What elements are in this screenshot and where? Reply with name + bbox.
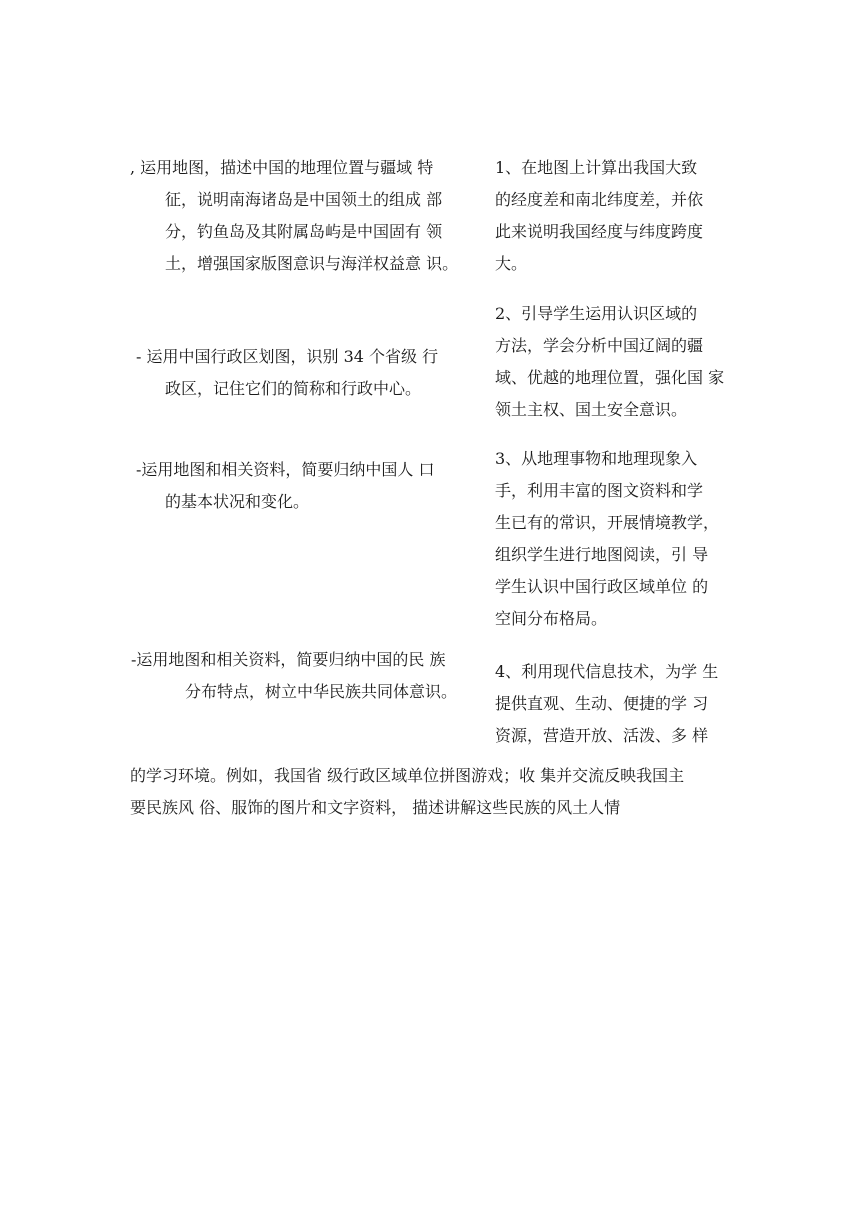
text-line: - 运用中国行政区划图，识别 34 个省级 行 (136, 347, 439, 366)
text-line: 方法，学会分析中国辽阔的疆 (495, 336, 704, 355)
text-line: 土，增强国家版图意识与海洋权益意 识。 (165, 254, 459, 273)
text-line: 4、利用现代信息技术，为学 生 (495, 662, 719, 681)
text-line: 征，说明南海诸岛是中国领土的组成 部 (165, 190, 443, 209)
text-line: 大。 (495, 254, 528, 273)
text-line: 空间分布格局。 (495, 609, 608, 628)
text-line: 学生认识中国行政区域单位 的 (495, 577, 709, 596)
text-line: 要民族风 俗、服饰的图片和文字资料， 描述讲解这些民族的风土人情 (130, 798, 621, 817)
text-line: 分，钓鱼岛及其附属岛屿是中国固有 领 (165, 222, 443, 241)
text-line: 此来说明我国经度与纬度跨度 (495, 222, 704, 241)
text-line: -运用地图和相关资料，简要归纳中国人 口 (136, 460, 435, 479)
text-line: 1、在地图上计算出我国大致 (495, 158, 698, 177)
text-line: 2、引导学生运用认识区域的 (495, 304, 698, 323)
left-paragraph-territory (130, 152, 458, 280)
text-line: 分布特点，树立中华民族共同体意识。 (185, 682, 458, 701)
text-line: 的经度差和南北纬度差，并依 (495, 190, 704, 209)
left-paragraph-population (136, 454, 435, 518)
text-line: , 运用地图，描述中国的地理位置与疆域 特 (130, 158, 434, 177)
text-line: 3、从地理事物和地理现象入 (495, 449, 698, 468)
text-line: 的基本状况和变化。 (165, 492, 310, 511)
text-line: 生已有的常识，开展情境教学， (495, 513, 720, 532)
text-line: 手，利用丰富的图文资料和学 (495, 481, 704, 500)
text-line: 的学习环境。例如，我国省 级行政区域单位拼图游戏；收 集并交流反映我国主 (130, 766, 685, 785)
text-line: 资源，营造开放、活泼、多 样 (495, 726, 709, 745)
right-item-4 (495, 656, 735, 752)
right-item-2 (495, 298, 735, 426)
text-line: 政区，记住它们的简称和行政中心。 (165, 379, 422, 398)
text-line: -运用地图和相关资料，简要归纳中国的民 族 (131, 650, 446, 669)
left-paragraph-administrative-divisions (136, 341, 438, 405)
text-line: 域、优越的地理位置，强化国 家 (495, 368, 725, 387)
right-item-1 (495, 152, 735, 280)
text-line: 组织学生进行地图阅读，引 导 (495, 545, 709, 564)
continuation-paragraph (130, 760, 684, 824)
text-line: 领土主权、国土安全意识。 (495, 400, 688, 419)
text-line: 提供直观、生动、便捷的学 习 (495, 694, 709, 713)
left-paragraph-ethnic-distribution (131, 644, 457, 708)
right-item-3 (495, 443, 735, 635)
